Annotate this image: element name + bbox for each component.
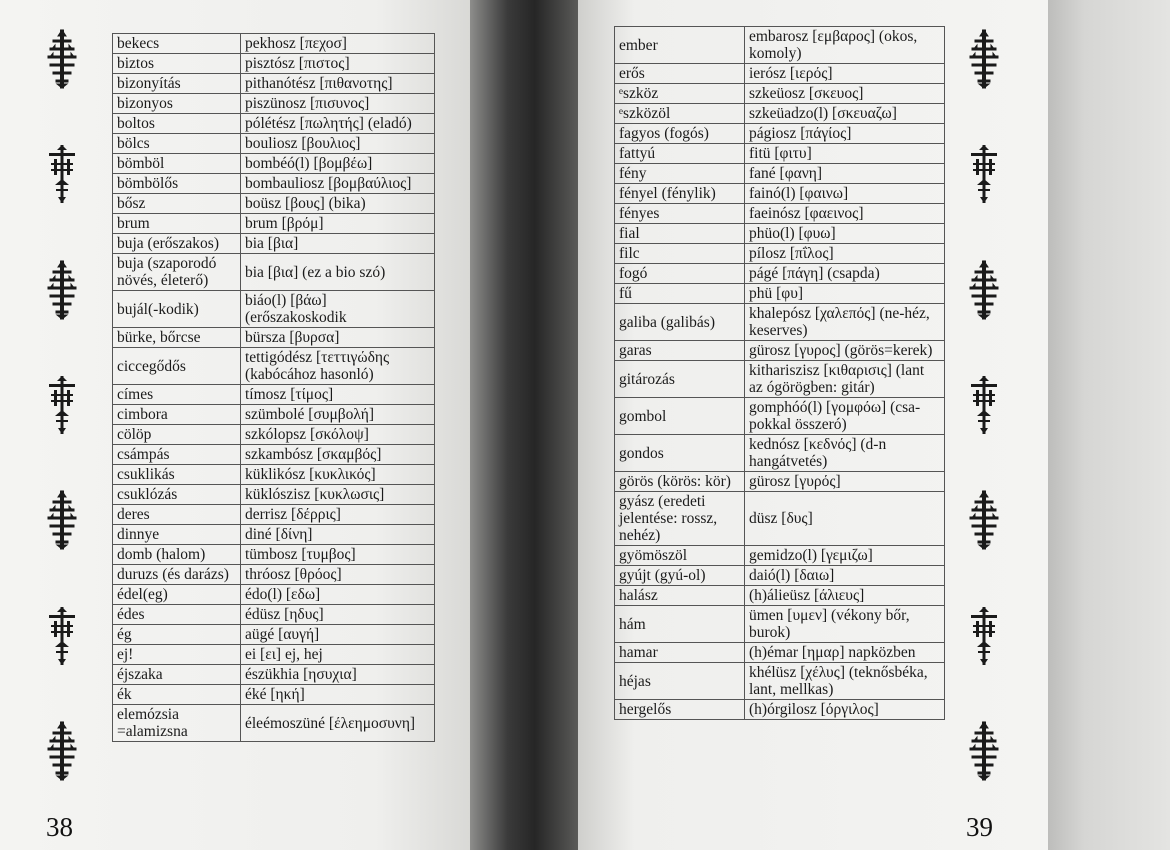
definition-cell: daió(l) [δαιω] [745, 566, 945, 586]
table-row [113, 214, 435, 234]
definition-cell: khalepósz [χαλεπός] (ne-héz, keserves) [745, 304, 945, 341]
term-cell: csuklikás [113, 465, 241, 485]
table-row [615, 492, 945, 546]
definition-cell: págé [πάγη] (csapda) [745, 264, 945, 284]
definition-cell: boüsz [βους] (bika) [241, 194, 435, 214]
term-cell: bekecs [113, 34, 241, 54]
definition-cell: pekhosz [πεχοσ] [241, 34, 435, 54]
definition-cell: fané [φανη] [745, 164, 945, 184]
right-dictionary-table [614, 26, 945, 720]
definition-cell: bombauliosz [βομβαύλιος] [241, 174, 435, 194]
definition-cell: embarosz [εμβαρος] (okos, komoly) [745, 27, 945, 64]
table-row [113, 465, 435, 485]
table-row [615, 104, 945, 124]
table-row [615, 124, 945, 144]
table-row [113, 234, 435, 254]
table-row [615, 643, 945, 663]
term-cell: brum [113, 214, 241, 234]
tree-ornament [45, 720, 79, 782]
term-cell: bömböl [113, 154, 241, 174]
table-row [615, 341, 945, 361]
definition-cell: édo(l) [εδω] [241, 585, 435, 605]
term-cell: csámpás [113, 445, 241, 465]
table-row [113, 114, 435, 134]
definition-cell: brum [βρόμ] [241, 214, 435, 234]
definition-cell: (h)órgilosz [όργιλος] [745, 700, 945, 720]
table-row [113, 665, 435, 685]
definition-cell: bombéó(l) [βομβέω] [241, 154, 435, 174]
tree-ornament [45, 28, 79, 90]
tree-ornament [967, 489, 1001, 551]
term-cell: gyömöszöl [615, 546, 745, 566]
table-row [113, 705, 435, 742]
table-row [615, 164, 945, 184]
table-row [113, 194, 435, 214]
definition-cell: éké [ηκή] [241, 685, 435, 705]
term-cell: bürke, bőrcse [113, 328, 241, 348]
table-row [615, 264, 945, 284]
cross-ornament [967, 607, 1001, 665]
table-row [113, 134, 435, 154]
term-cell: édel(eg) [113, 585, 241, 605]
table-row [615, 64, 945, 84]
definition-cell: gemidzo(l) [γεμιζω] [745, 546, 945, 566]
definition-cell: gürosz [γυρός] [745, 472, 945, 492]
definition-cell: pithanótész [πιθανοτης] [241, 74, 435, 94]
term-cell: görös (körös: kör) [615, 472, 745, 492]
table-row [113, 505, 435, 525]
table-row [615, 304, 945, 341]
term-cell: héjas [615, 663, 745, 700]
table-row [615, 435, 945, 472]
definition-cell: piszünosz [πισυνος] [241, 94, 435, 114]
definition-cell: szkeüadzo(l) [σκευαζω] [745, 104, 945, 124]
definition-cell: págiosz [πάγίος] [745, 124, 945, 144]
definition-cell: szkólopsz [σκόλοψ] [241, 425, 435, 445]
term-cell: ciccegődős [113, 348, 241, 385]
definition-cell: gomphóó(l) [γομφόω] (csa-pokkal összeró) [745, 398, 945, 435]
term-cell: fagyos (fogós) [615, 124, 745, 144]
term-cell: deres [113, 505, 241, 525]
table-row [113, 525, 435, 545]
term-cell: buja (szaporodó növés, életerő) [113, 254, 241, 291]
table-row [113, 94, 435, 114]
term-cell: dinnye [113, 525, 241, 545]
definition-cell: faeinósz [φαεινος] [745, 204, 945, 224]
term-cell: hám [615, 606, 745, 643]
definition-cell: pisztósz [πιστος] [241, 54, 435, 74]
term-cell: duruzs (és darázs) [113, 565, 241, 585]
table-row [615, 361, 945, 398]
table-row [615, 700, 945, 720]
table-row [113, 605, 435, 625]
term-cell: fű [615, 284, 745, 304]
cross-ornament [967, 145, 1001, 203]
term-cell: fattyú [615, 144, 745, 164]
definition-cell: derrisz [δέρρις] [241, 505, 435, 525]
term-cell: cimbora [113, 405, 241, 425]
definition-cell: fitü [φιτυ] [745, 144, 945, 164]
term-cell: ᵉszköz [615, 84, 745, 104]
term-cell: ᵉszközöl [615, 104, 745, 124]
definition-cell: bia [βια] (ez a bio szó) [241, 254, 435, 291]
term-cell: filc [615, 244, 745, 264]
table-row [615, 566, 945, 586]
definition-cell: kithariszisz [κιθαρισις] (lant az ógörögben: gitár) [745, 361, 945, 398]
book-gutter [470, 0, 578, 850]
definition-cell: szkambósz [σκαμβός] [241, 445, 435, 465]
table-row [615, 204, 945, 224]
term-cell: fogó [615, 264, 745, 284]
table-row [113, 425, 435, 445]
term-cell: ék [113, 685, 241, 705]
definition-cell: küklikósz [κυκλικός] [241, 465, 435, 485]
table-row [113, 585, 435, 605]
term-cell: galiba (galibás) [615, 304, 745, 341]
table-row [615, 84, 945, 104]
definition-cell: phü [φυ] [745, 284, 945, 304]
term-cell: domb (halom) [113, 545, 241, 565]
table-row [615, 224, 945, 244]
cross-ornament [45, 376, 79, 434]
table-row [615, 472, 945, 492]
table-row [113, 445, 435, 465]
term-cell: bizonyos [113, 94, 241, 114]
term-cell: elemózsia =alamizsna [113, 705, 241, 742]
table-row [113, 565, 435, 585]
table-row [615, 244, 945, 264]
definition-cell: ierósz [ιερός] [745, 64, 945, 84]
table-row [113, 34, 435, 54]
definition-cell: szümbolé [συμβολή] [241, 405, 435, 425]
term-cell: éjszaka [113, 665, 241, 685]
cross-ornament [967, 376, 1001, 434]
term-cell: csuklózás [113, 485, 241, 505]
term-cell: garas [615, 341, 745, 361]
definition-cell: düsz [δυς] [745, 492, 945, 546]
table-row [113, 154, 435, 174]
definition-cell: éleémoszüné [έλεημοσυνη] [241, 705, 435, 742]
term-cell: hergelős [615, 700, 745, 720]
definition-cell: ümen [υμεν] (vékony bőr, burok) [745, 606, 945, 643]
table-row [113, 625, 435, 645]
definition-cell: biáo(l) [βάω] (erőszakoskodik [241, 291, 435, 328]
definition-cell: fainó(l) [φαινω] [745, 184, 945, 204]
table-row [113, 291, 435, 328]
term-cell: gombol [615, 398, 745, 435]
table-row [615, 184, 945, 204]
definition-cell: tettigódész [τεττιγώδης (kabócához hasonló) [241, 348, 435, 385]
definition-cell: bouliosz [βουλιος] [241, 134, 435, 154]
table-row [113, 645, 435, 665]
term-cell: bősz [113, 194, 241, 214]
definition-cell: khélüsz [χέλυς] (teknősbéka, lant, mellkas) [745, 663, 945, 700]
term-cell: ej! [113, 645, 241, 665]
definition-cell: (h)émar [ημαρ] napközben [745, 643, 945, 663]
term-cell: hamar [615, 643, 745, 663]
term-cell: fényel (fénylik) [615, 184, 745, 204]
tree-ornament [967, 28, 1001, 90]
table-row [615, 27, 945, 64]
right-ornament-border [964, 0, 1004, 810]
table-row [615, 284, 945, 304]
tree-ornament [45, 489, 79, 551]
cross-ornament [45, 145, 79, 203]
cross-ornament [45, 607, 79, 665]
table-row [615, 586, 945, 606]
term-cell: gyász (eredeti jelentése: rossz, nehéz) [615, 492, 745, 546]
definition-cell: pílosz [πΐλος] [745, 244, 945, 264]
table-row [113, 685, 435, 705]
table-row [113, 74, 435, 94]
term-cell: fial [615, 224, 745, 244]
table-row [113, 348, 435, 385]
table-row [615, 546, 945, 566]
definition-cell: phüo(l) [φυω] [745, 224, 945, 244]
table-row [113, 254, 435, 291]
tree-ornament [967, 259, 1001, 321]
left-ornament-border [42, 0, 82, 810]
term-cell: bömbölős [113, 174, 241, 194]
definition-cell: tümbosz [τυμβος] [241, 545, 435, 565]
term-cell: halász [615, 586, 745, 606]
table-row [113, 174, 435, 194]
term-cell: boltos [113, 114, 241, 134]
table-row [615, 606, 945, 643]
table-row [113, 328, 435, 348]
definition-cell: gürosz [γυρος] (görös=kerek) [745, 341, 945, 361]
definition-cell: thróosz [θρόος] [241, 565, 435, 585]
table-row [113, 545, 435, 565]
definition-cell: tímosz [τίμος] [241, 385, 435, 405]
term-cell: bizonyítás [113, 74, 241, 94]
page-number-right: 39 [966, 812, 993, 842]
term-cell: fény [615, 164, 745, 184]
definition-cell: (h)álieüsz [άλιευς] [745, 586, 945, 606]
definition-cell: diné [δίνη] [241, 525, 435, 545]
definition-cell: kednósz [κεδνός] (d-n hangátvetés) [745, 435, 945, 472]
definition-cell: ei [ει] ej, hej [241, 645, 435, 665]
term-cell: gyújt (gyú-ol) [615, 566, 745, 586]
page-number-left: 38 [46, 812, 73, 842]
definition-cell: észükhia [ησυχια] [241, 665, 435, 685]
table-row [113, 485, 435, 505]
definition-cell: küklószisz [κυκλωσις] [241, 485, 435, 505]
table-row [615, 663, 945, 700]
table-row [113, 385, 435, 405]
definition-cell: szkeüosz [σκευος] [745, 84, 945, 104]
term-cell: gitározás [615, 361, 745, 398]
term-cell: erős [615, 64, 745, 84]
term-cell: ember [615, 27, 745, 64]
term-cell: édes [113, 605, 241, 625]
definition-cell: bia [βια] [241, 234, 435, 254]
table-row [113, 54, 435, 74]
tree-ornament [45, 259, 79, 321]
definition-cell: bürsza [βυρσα] [241, 328, 435, 348]
term-cell: buja (erőszakos) [113, 234, 241, 254]
term-cell: bölcs [113, 134, 241, 154]
term-cell: cölöp [113, 425, 241, 445]
term-cell: címes [113, 385, 241, 405]
term-cell: bujál(-kodik) [113, 291, 241, 328]
term-cell: biztos [113, 54, 241, 74]
table-row [615, 144, 945, 164]
table-row [615, 398, 945, 435]
tree-ornament [967, 720, 1001, 782]
definition-cell: aügé [αυγή] [241, 625, 435, 645]
term-cell: fényes [615, 204, 745, 224]
term-cell: ég [113, 625, 241, 645]
left-dictionary-table [112, 33, 435, 742]
definition-cell: édüsz [ηδυς] [241, 605, 435, 625]
table-row [113, 405, 435, 425]
term-cell: gondos [615, 435, 745, 472]
definition-cell: pólétész [πωλητής] (eladó) [241, 114, 435, 134]
page-edge [1048, 0, 1170, 850]
